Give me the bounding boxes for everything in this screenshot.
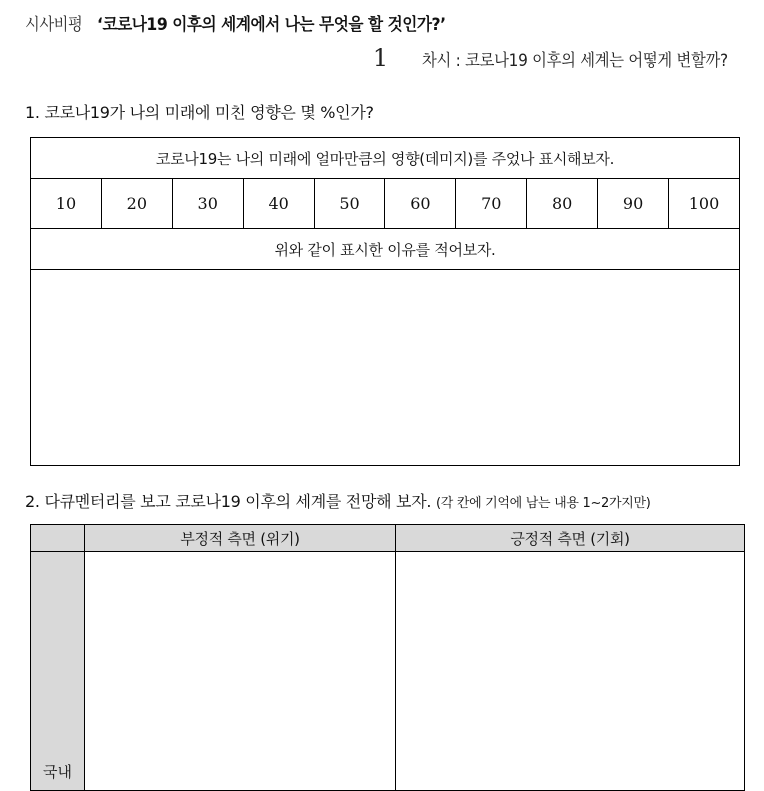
worksheet-title: ‘코로나19 이후의 세계에서 나는 무엇을 할 것인가?’	[96, 14, 446, 35]
lesson-subtitle	[373, 44, 728, 74]
lesson-number: 1	[372, 44, 389, 72]
section2-title-text: 2. 다큐멘터리를 보고 코로나19 이후의 세계를 전망해 보자.	[25, 492, 432, 511]
percent-option[interactable]: 80	[527, 179, 598, 229]
impact-prompt: 코로나19는 나의 미래에 얼마만큼의 영향(데미지)를 주었나 표시해보자.	[31, 138, 740, 179]
section2-title	[25, 489, 651, 512]
percent-scale	[31, 179, 740, 229]
lesson-title: 차시 : 코로나19 이후의 세계는 어떻게 변할까?	[422, 51, 728, 71]
outlook-table	[30, 524, 745, 791]
worksheet-header	[25, 8, 476, 36]
corner-header	[31, 525, 85, 552]
table-row	[31, 552, 745, 791]
impact-table	[30, 137, 740, 466]
percent-option[interactable]: 10	[31, 179, 102, 229]
reason-answer-area[interactable]	[31, 270, 740, 466]
percent-option[interactable]: 40	[243, 179, 314, 229]
row-label-domestic: 국내	[31, 552, 85, 791]
section2-note: (각 칸에 기억에 남는 내용 1~2가지만)	[435, 496, 651, 511]
percent-option[interactable]: 100	[669, 179, 740, 229]
percent-option[interactable]: 50	[314, 179, 385, 229]
category-label: 시사비평	[25, 14, 83, 35]
percent-option[interactable]: 60	[385, 179, 456, 229]
percent-option[interactable]: 30	[172, 179, 243, 229]
domestic-negative-cell[interactable]	[85, 552, 396, 791]
percent-option[interactable]: 90	[598, 179, 669, 229]
negative-aspect-header: 부정적 측면 (위기)	[85, 525, 396, 552]
section1-title: 1. 코로나19가 나의 미래에 미친 영향은 몇 %인가?	[25, 103, 374, 122]
percent-option[interactable]: 70	[456, 179, 527, 229]
percent-option[interactable]: 20	[101, 179, 172, 229]
positive-aspect-header: 긍정적 측면 (기회)	[396, 525, 745, 552]
domestic-positive-cell[interactable]	[396, 552, 745, 791]
reason-prompt: 위와 같이 표시한 이유를 적어보자.	[31, 229, 740, 270]
